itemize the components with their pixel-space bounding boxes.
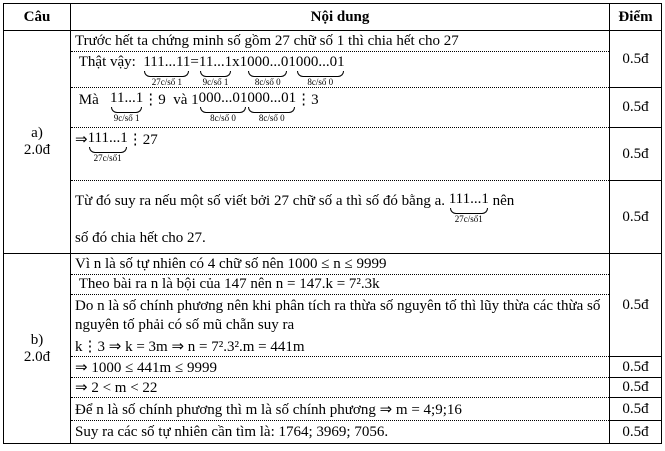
part-points: 2.0đ	[23, 142, 51, 158]
part-points: 2.0đ	[23, 348, 51, 365]
text: ⋮3	[296, 92, 319, 108]
content-row: k⋮3 ⇒ k = 3m ⇒ n = 7².3².m = 441m	[71, 337, 610, 357]
text: Thật vậy:	[78, 54, 136, 70]
score-cell: 0.5đ	[610, 88, 662, 128]
implies-symbol: ⇒	[75, 132, 88, 148]
answer-table	[3, 3, 662, 444]
underbrace-group: 000...01 8c/số 0	[295, 54, 345, 87]
underbrace-group: 11...1 9c/số 1	[198, 54, 233, 87]
text: Mà	[78, 92, 99, 108]
content-row: Trước hết ta chứng minh số gồm 27 chữ số 1 thì chia hết cho 27	[71, 31, 610, 52]
score-cell: 0.5đ	[610, 378, 662, 398]
content-row	[71, 181, 610, 254]
text: ⋮27	[127, 132, 158, 148]
text: x1	[232, 54, 248, 70]
text: 1	[288, 54, 296, 70]
header-question: Câu	[4, 4, 71, 31]
underbrace-group: 11...1 9c/số 1	[110, 90, 144, 123]
underbrace-group: 000...01 8c/số 0	[247, 90, 297, 123]
underbrace-group: 111...11 27c/số 1	[143, 54, 191, 87]
text: Theo bài ra n là bội của 147 nên n = 147.k = 7².3k	[78, 276, 380, 292]
score-cell: 0.5đ	[610, 31, 662, 88]
content-row	[71, 128, 610, 181]
underbrace-group: 000...0 8c/số 0	[247, 54, 289, 87]
header-row	[4, 4, 662, 31]
score-cell: 0.5đ	[610, 357, 662, 378]
part-label: b)	[30, 331, 44, 348]
part-label: a)	[31, 125, 43, 141]
score-cell: 0.5đ	[610, 181, 662, 254]
text: nên	[492, 192, 515, 209]
header-score: Điểm	[610, 4, 662, 31]
score-cell: 0.5đ	[610, 398, 662, 421]
content-row: ⇒ 2 < m < 22	[71, 378, 610, 398]
underbrace-group: 111...1 27c/số1	[448, 190, 489, 224]
underbrace-group: 111...1 27c/số1	[87, 130, 128, 163]
score-cell: 0.5đ	[610, 421, 662, 444]
content-row	[71, 88, 610, 128]
content-row: Do n là số chính phương nên khi phân tích ra thừa số nguyên tố thì lũy thừa các thừa số nguyên tố phải có số mũ chẵn suy ra	[71, 295, 610, 337]
part-a-label	[4, 31, 71, 254]
content-row: ⇒ 1000 ≤ 441m ≤ 9999	[71, 357, 610, 378]
content-row	[71, 52, 610, 88]
text: ⋮9 và 1	[143, 92, 199, 108]
header-content: Nội dung	[71, 4, 610, 31]
text: =	[190, 54, 199, 70]
score-cell: 0.5đ	[610, 128, 662, 181]
underbrace-group: 000...01 8c/số 0	[198, 90, 248, 123]
content-row: Suy ra các số tự nhiên cần tìm là: 1764; 3969; 7056.	[71, 421, 610, 444]
text: số đó chia hết cho 27.	[75, 229, 206, 246]
text: Từ đó suy ra nếu một số viết bởi 27 chữ số a thì số đó bằng a.	[75, 192, 445, 209]
part-b-label	[4, 254, 71, 444]
content-row: Vì n là số tự nhiên có 4 chữ số nên 1000 ≤ n ≤ 9999	[71, 254, 610, 275]
score-cell: 0.5đ	[610, 254, 662, 357]
content-row: Để n là số chính phương thì m là số chính phương ⇒ m = 4;9;16	[71, 398, 610, 421]
content-row	[71, 275, 610, 295]
